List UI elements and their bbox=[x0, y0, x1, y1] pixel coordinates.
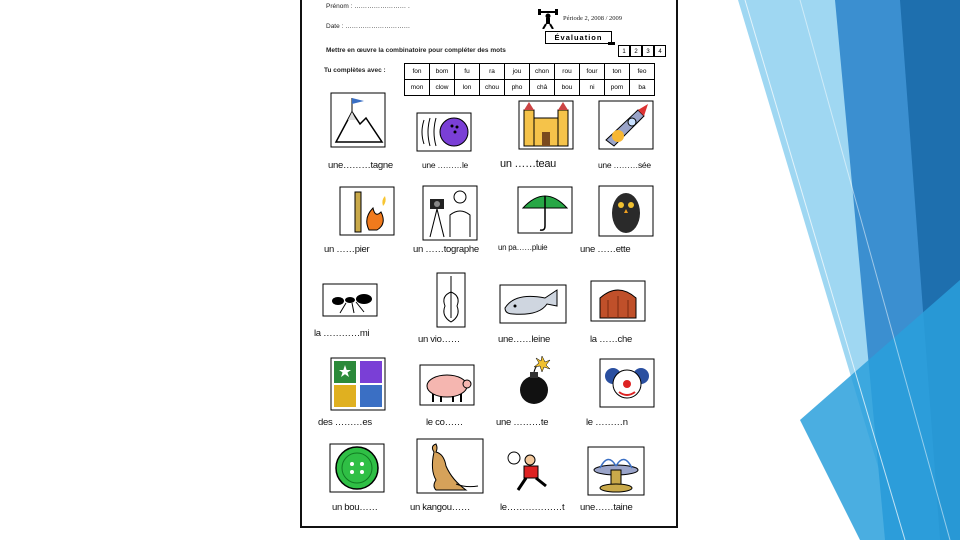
instruction-text: Mettre en œuvre la combinatoire pour compléter des mots bbox=[326, 47, 506, 54]
syllable-cell: chon bbox=[530, 64, 555, 80]
word-blank: un pa……pluie bbox=[498, 243, 548, 252]
syllable-cell: ton bbox=[605, 64, 630, 80]
kangaroo-icon bbox=[416, 438, 484, 494]
syllable-cell: fon bbox=[405, 64, 430, 80]
syllable-cell: four bbox=[580, 64, 605, 80]
syllable-cell: fu bbox=[455, 64, 480, 80]
violin-icon bbox=[436, 272, 466, 328]
whale-icon bbox=[499, 284, 567, 324]
football-player-icon bbox=[504, 448, 556, 494]
syllable-cell: châ bbox=[530, 80, 555, 96]
syllable-cell: pom bbox=[605, 80, 630, 96]
syllable-cell: lon bbox=[455, 80, 480, 96]
fire-icon bbox=[339, 186, 395, 236]
syllable-row-2 bbox=[405, 80, 655, 96]
syllable-cell: ba bbox=[630, 80, 655, 96]
clown-icon bbox=[599, 358, 655, 408]
syllable-row-1 bbox=[405, 64, 655, 80]
level-box-3: 3 bbox=[642, 45, 654, 57]
word-blank: le ………n bbox=[586, 417, 628, 428]
weightlifter-icon bbox=[538, 9, 558, 29]
word-blank: une ………te bbox=[496, 417, 549, 428]
photographer-icon bbox=[422, 185, 478, 241]
word-blank: une……leine bbox=[498, 334, 550, 345]
syllable-cell: pho bbox=[505, 80, 530, 96]
word-blank: un ……teau bbox=[500, 158, 557, 170]
bowling-ball-icon bbox=[416, 112, 472, 152]
syllable-cell: chou bbox=[480, 80, 505, 96]
syllable-cell: mon bbox=[405, 80, 430, 96]
prenom-line: Prénom : …………………… . bbox=[326, 3, 410, 10]
word-blank: un kangou…… bbox=[410, 502, 471, 513]
word-blank: un bou…… bbox=[332, 502, 378, 513]
fountain-icon bbox=[587, 446, 645, 496]
syllable-table bbox=[404, 63, 655, 96]
mountain-icon bbox=[330, 92, 386, 148]
evaluation-title: Évaluation bbox=[545, 31, 612, 44]
owl-icon bbox=[598, 185, 654, 237]
syllable-cell: jou bbox=[505, 64, 530, 80]
syllable-cell: rou bbox=[555, 64, 580, 80]
bread-icon bbox=[590, 280, 646, 322]
word-blank: une ………le bbox=[422, 160, 468, 170]
syllable-cell: bou bbox=[555, 80, 580, 96]
rocket-icon bbox=[598, 100, 654, 150]
umbrella-icon bbox=[517, 186, 573, 234]
word-blank: un vio…… bbox=[418, 334, 460, 345]
button-icon bbox=[329, 443, 385, 493]
level-box-1: 1 bbox=[618, 45, 630, 57]
worksheet bbox=[300, 0, 678, 528]
pig-icon bbox=[419, 364, 475, 406]
word-blank: une ………sée bbox=[598, 160, 651, 170]
word-blank: le co…… bbox=[426, 417, 463, 428]
word-blank: la …………mi bbox=[314, 328, 370, 339]
syllable-cell: bom bbox=[430, 64, 455, 80]
word-blank: une……taine bbox=[580, 502, 633, 513]
syllable-cell: ra bbox=[480, 64, 505, 80]
level-box-4: 4 bbox=[654, 45, 666, 57]
level-box-2: 2 bbox=[630, 45, 642, 57]
word-blank: une………tagne bbox=[328, 160, 393, 171]
stickers-icon bbox=[330, 357, 386, 411]
date-line: Date : ………………………… bbox=[326, 23, 411, 30]
syllable-cell: ni bbox=[580, 80, 605, 96]
word-blank: un ……pier bbox=[324, 244, 370, 255]
syllable-cell: clow bbox=[430, 80, 455, 96]
word-blank: le………………t bbox=[500, 502, 565, 513]
word-blank: un ……tographe bbox=[413, 244, 479, 255]
ant-icon bbox=[322, 283, 378, 317]
periode-label: Période 2, 2008 / 2009 bbox=[563, 15, 623, 22]
completes-label: Tu complètes avec : bbox=[324, 67, 386, 74]
castle-icon bbox=[518, 100, 574, 150]
word-blank: la ……che bbox=[590, 334, 632, 345]
syllable-cell: feo bbox=[630, 64, 655, 80]
word-blank: une ……ette bbox=[580, 244, 631, 255]
word-blank: des ………es bbox=[318, 417, 372, 428]
bomb-icon bbox=[514, 352, 554, 408]
